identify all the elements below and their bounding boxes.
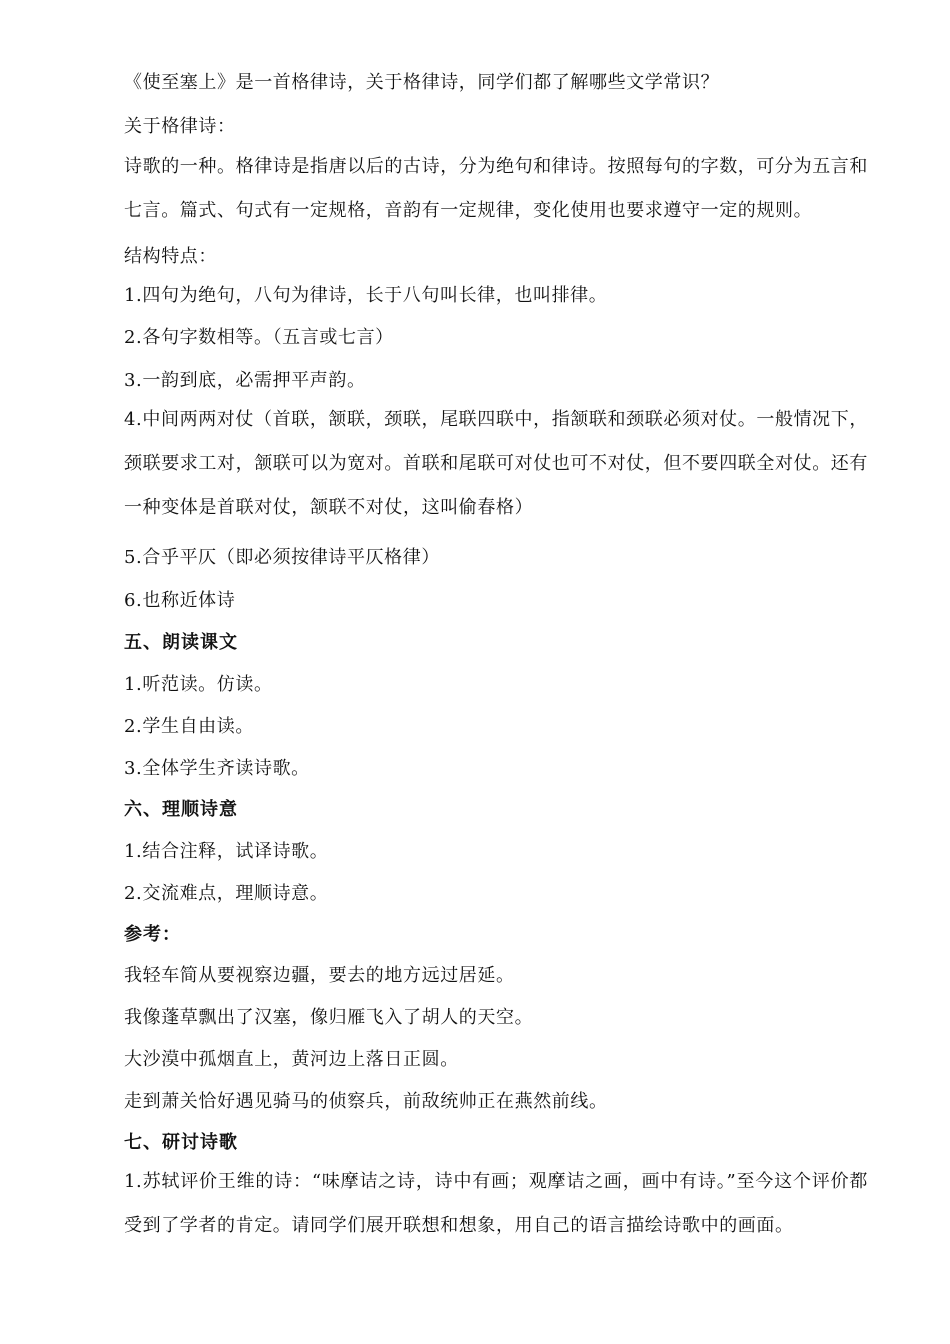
structure-item: 3.一韵到底，必需押平声韵。 bbox=[124, 370, 366, 391]
section5-item: 3.全体学生齐读诗歌。 bbox=[124, 758, 310, 779]
reference-line: 大沙漠中孤烟直上，黄河边上落日正圆。 bbox=[124, 1049, 459, 1070]
structure-heading: 结构特点： bbox=[124, 246, 217, 267]
section5-heading: 五、朗读课文 bbox=[124, 632, 238, 653]
structure-item: 5.合乎平仄（即必须按律诗平仄格律） bbox=[124, 547, 440, 568]
section6-item: 2.交流难点，理顺诗意。 bbox=[124, 883, 329, 904]
section7-item: 1.苏轼评价王维的诗：“味摩诘之诗，诗中有画；观摩诘之画，画中有诗。”至今这个评价都受到了学者的肯定。请同学们展开联想和想象，用自己的语言描绘诗歌中的画面。 bbox=[124, 1171, 868, 1236]
structure-item: 1.四句为绝句，八句为律诗，长于八句叫长律，也叫排律。 bbox=[124, 285, 608, 306]
section5-item: 1.听范读。仿读。 bbox=[124, 674, 273, 695]
reference-heading: 参考： bbox=[124, 924, 181, 945]
structure-item: 4.中间两两对仗（首联，颔联，颈联，尾联四联中，指颔联和颈联必须对仗。一般情况下，颈联要求工对，颔联可以为宽对。首联和尾联可对仗也可不对仗，但不要四联全对仗。还有一种变体是首联对仗，颔联不对仗，这叫偷春格） bbox=[124, 409, 868, 518]
about-text: 诗歌的一种。格律诗是指唐以后的古诗，分为绝句和律诗。按照每句的字数，可分为五言和七言。篇式、句式有一定规格，音韵有一定规律，变化使用也要求遵守一定的规则。 bbox=[124, 156, 868, 221]
section6-item: 1.结合注释，试译诗歌。 bbox=[124, 841, 329, 862]
reference-line: 我像蓬草飘出了汉塞，像归雁飞入了胡人的天空。 bbox=[124, 1007, 534, 1028]
structure-item: 2.各句字数相等。（五言或七言） bbox=[124, 327, 394, 348]
intro-question: 《使至塞上》是一首格律诗，关于格律诗，同学们都了解哪些文学常识？ bbox=[124, 72, 720, 93]
section5-item: 2.学生自由读。 bbox=[124, 716, 254, 737]
section7-heading: 七、研讨诗歌 bbox=[124, 1132, 238, 1153]
section6-heading: 六、理顺诗意 bbox=[124, 799, 238, 820]
reference-line: 走到萧关恰好遇见骑马的侦察兵，前敌统帅正在燕然前线。 bbox=[124, 1091, 608, 1112]
structure-item: 6.也称近体诗 bbox=[124, 590, 236, 611]
about-heading: 关于格律诗： bbox=[124, 116, 236, 137]
reference-line: 我轻车简从要视察边疆，要去的地方远过居延。 bbox=[124, 965, 515, 986]
